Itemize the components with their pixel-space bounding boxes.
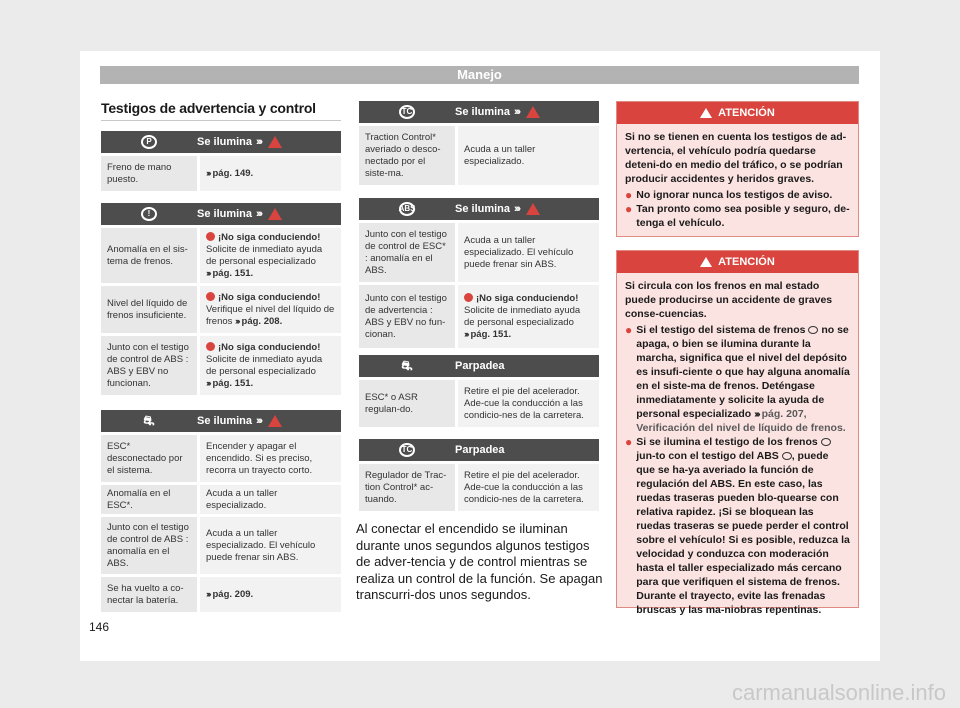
stop-icon xyxy=(206,292,215,301)
page-reference[interactable]: pág. 151. xyxy=(470,328,512,340)
esc-car-icon: ⛐ xyxy=(401,358,413,373)
tc-icon: TC xyxy=(399,443,415,457)
parking-brake-icon: P xyxy=(141,135,157,149)
table-row: Traction Control* averiado o desco-nectado por el siste-ma. Acuda a un taller especializado. xyxy=(359,123,599,185)
brake-warning-icon xyxy=(808,326,818,334)
title-rule xyxy=(101,120,341,121)
stop-icon xyxy=(464,293,473,302)
warning-triangle-icon xyxy=(268,415,282,427)
table-row: ESC* desconectado por el sistema. Encender y apagar el encendido. Si es preciso, recorra un trayecto corto. xyxy=(101,432,341,482)
abs-icon xyxy=(782,452,792,460)
chapter-header: Manejo xyxy=(100,66,859,84)
table-header: ! Se ilumina ››› xyxy=(101,203,341,225)
tc-blink-table xyxy=(359,439,599,511)
table-header: ABS Se ilumina ››› xyxy=(359,198,599,220)
table-header: ⛐ Parpadea xyxy=(359,355,599,377)
table-row: Nivel del líquido de frenos insuficiente. ¡No siga conduciendo! Verifique el nivel del líquido de frenos ››› pág. 208. xyxy=(101,283,341,333)
table-row: Freno de mano puesto. ››› pág. 149. xyxy=(101,153,341,191)
attention-header: ATENCIÓN xyxy=(617,251,858,273)
table-header: TC Parpadea xyxy=(359,439,599,461)
page-reference[interactable]: pág. 151. xyxy=(212,267,254,279)
warning-triangle-icon xyxy=(526,106,540,118)
abs-table xyxy=(359,198,599,348)
table-header: P Se ilumina ››› xyxy=(101,131,341,153)
abs-icon: ABS xyxy=(399,202,415,216)
esc-car-icon: ⛐ xyxy=(143,413,155,428)
table-header: ⛐ Se ilumina ››› xyxy=(101,410,341,432)
section-title: Testigos de advertencia y control xyxy=(101,100,316,116)
table-row: Junto con el testigo de control de ABS : anomalía en el ABS. Acuda a un taller especializado. El vehículo puede frenar sin ABS. xyxy=(101,514,341,574)
table-row: Se ha vuelto a co-nectar la batería. ››› pág. 209. xyxy=(101,574,341,612)
stop-icon xyxy=(206,342,215,351)
brake-warning-icon: ! xyxy=(141,207,157,221)
traction-control-table xyxy=(359,101,599,185)
list-item: ● Tan pronto como sea posible y seguro, de-tenga el vehículo. xyxy=(625,202,850,229)
body-paragraph: Al conectar el encendido se iluminan durante unos segundos algunos testigos de adver-tencia y de control mientras se realiza un control de la función. Se apagan transcurri-dos unos segundos. xyxy=(356,521,603,602)
warning-triangle-icon xyxy=(526,203,540,215)
attention-box-1: ATENCIÓN Si no se tienen en cuenta los testigos de ad-vertencia, el vehículo podría quedarse deteni-do en medio del tráfico, o se podrían producir accidentes y heridos graves. ● No ignorar nunca los testigos de aviso. ● Tan pronto como sea posible y seguro, de-tenga el vehículo. xyxy=(616,101,859,237)
attention-box-2: ATENCIÓN Si circula con los frenos en mal estado puede producirse un accidente de graves conse-cuencias. ● Si el testigo del sistema de frenos no se apaga, o bien se ilumina durante la marcha, significa que el nivel del depósito es insufi-ciente o que hay alguna anomalía en el siste-ma de frenos. Deténgase inmediatamente y solicite la ayuda de personal especializado ››› pág. 207, Verificación del nivel de líquido de frenos. ● Si se ilumina el testigo de los frenos jun-to con el testigo del ABS , puede que se ha-ya averiado la función de regulación del ABS. En este caso, las ruedas traseras pueden blo-quearse con relativa rapidez. ¡Si se bloquean las ruedas traseras se puede perder el control sobre el vehículo! Si es posible, reduzca la velocidad y conduzca con moderación hasta el taller especializado más cercano para que verifiquen el sistema de frenos. Durante el trayecto, evite las frenadas bruscas y las ma-niobras repentinas. xyxy=(616,250,859,608)
table-row: Junto con el testigo de control de ABS : ABS y EBV no funcionan. ¡No siga conduciendo! Solicite de inmediato ayuda de personal especializado ››› pág. 151. xyxy=(101,333,341,395)
warning-triangle-icon xyxy=(268,208,282,220)
page-reference[interactable]: pág. 209. xyxy=(212,588,254,600)
tc-icon: TC xyxy=(399,105,415,119)
header-label: Se ilumina xyxy=(197,136,253,148)
table-row: Anomalía en el sis-tema de frenos. ¡No siga conduciendo! Solicite de inmediato ayuda de personal especializado ››› pág. 151. xyxy=(101,225,341,283)
parking-brake-table xyxy=(101,131,341,191)
table-row: Anomalía en el ESC*. Acuda a un taller especializado. xyxy=(101,482,341,514)
attention-header: ATENCIÓN xyxy=(617,102,858,124)
page-reference[interactable]: pág. 151. xyxy=(212,377,254,389)
list-item: ● No ignorar nunca los testigos de aviso. xyxy=(625,188,833,202)
table-row: Junto con el testigo de advertencia : ABS y EBV no fun-cionan. ¡No siga conduciendo! Solicite de inmediato ayuda de personal especializado ››› pág. 151. xyxy=(359,282,599,348)
page-number: 146 xyxy=(89,620,110,634)
warning-triangle-icon xyxy=(700,108,712,118)
table-header: TC Se ilumina ››› xyxy=(359,101,599,123)
table-row: Junto con el testigo de control de ESC* : anomalía en el ABS. Acuda a un taller especializado. El vehículo puede frenar sin ABS. xyxy=(359,220,599,282)
esc-asr-table xyxy=(359,355,599,427)
warning-triangle-icon xyxy=(700,257,712,267)
page-reference[interactable]: pág. 149. xyxy=(212,167,254,179)
list-item: ● Si el testigo del sistema de frenos no se apaga, o bien se ilumina durante la marcha, significa que el nivel del depósito es insufi-ciente o que hay alguna anomalía en el siste-ma de frenos. Deténgase inmediatamente y solicite la ayuda de personal especializado ››› pág. 207, Verificación del nivel de líquido de frenos. xyxy=(625,323,850,434)
stop-icon xyxy=(206,232,215,241)
page-reference[interactable]: pág. 207, Verificación del nivel de líquido de frenos. xyxy=(636,408,846,434)
warning-triangle-icon xyxy=(268,136,282,148)
esc-table xyxy=(101,410,341,612)
brake-warning-icon xyxy=(821,438,831,446)
brake-system-table xyxy=(101,203,341,395)
list-item: ● Si se ilumina el testigo de los frenos jun-to con el testigo del ABS , puede que se ha-ya averiado la función de regulación del ABS. En este caso, las ruedas traseras pueden blo-quearse con relativa rapidez. ¡Si se bloquean las ruedas traseras se puede perder el control sobre el vehículo! Si es posible, reduzca la velocidad y conduzca con moderación hasta el taller especializado más cercano para que verifiquen el sistema de frenos. Durante el trayecto, evite las frenadas bruscas y las ma-niobras repentinas. xyxy=(625,435,850,616)
page-reference[interactable]: pág. 208. xyxy=(241,315,283,327)
watermark: carmanualsonline.info xyxy=(731,680,946,705)
table-row: ESC* o ASR regulan-do. Retire el pie del acelerador. Ade-cue la conducción a las condicio-nes de la carretera. xyxy=(359,377,599,427)
table-row: Regulador de Trac-tion Control* ac-tuando. Retire el pie del acelerador. Ade-cue la conducción a las condicio-nes de la carretera. xyxy=(359,461,599,511)
